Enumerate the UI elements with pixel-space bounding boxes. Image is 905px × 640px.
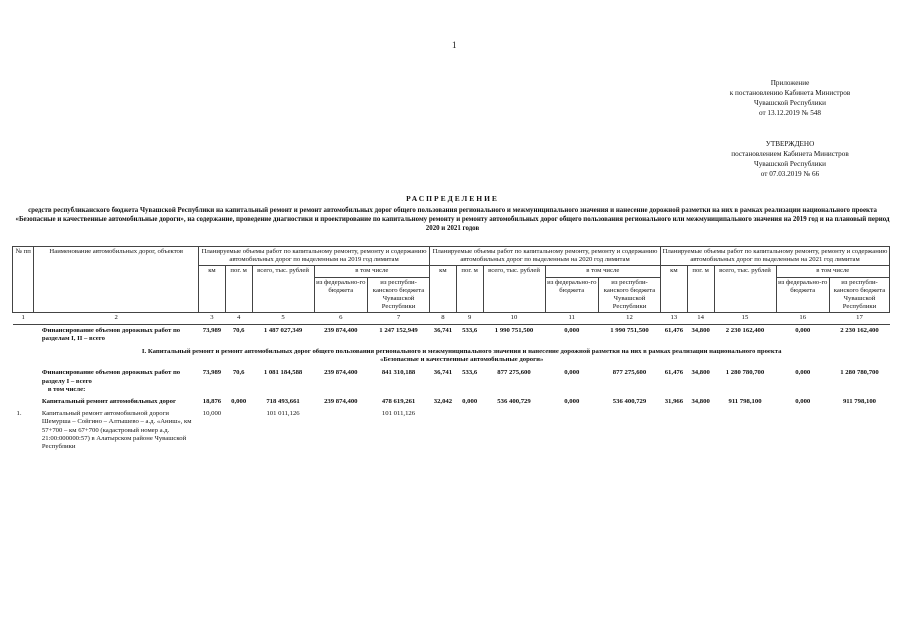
column-number-row [13, 313, 890, 324]
cell-value: 36,741 [433, 326, 453, 334]
cell-value: 533,6 [462, 326, 478, 334]
col-number: 9 [456, 313, 483, 324]
row-name: Капитальный ремонт автомобильной дороги Шемурша – Сойгино – Алтышево – а.д. «Аниш», км 57+700 – км 67+700 (кадастровый номер а.д. 21:00:000000:57) в Алатырском районе Чувашской Республики [41, 410, 192, 451]
cell-value: 877 275,600 [612, 369, 647, 377]
col-header-pog-m: пог. м [456, 266, 483, 313]
col-number: 1 [13, 313, 34, 324]
cell-value: 841 310,188 [381, 369, 416, 377]
section-row [13, 345, 890, 367]
appendix-line: от 13.12.2019 № 548 [758, 109, 821, 117]
cell-value: 70,6 [232, 369, 245, 377]
cell-value: 36,741 [433, 369, 453, 377]
cell-value: 1 280 780,700 [725, 369, 765, 377]
col-number: 16 [776, 313, 829, 324]
cell-value: 10,000 [202, 410, 222, 418]
cell-value: 877 275,600 [497, 369, 531, 377]
cell-value: 1 990 751,500 [610, 326, 649, 334]
approval-line: постановлением Кабинета Министров [731, 150, 849, 158]
approval-line: УТВЕРЖДЕНО [765, 140, 815, 148]
page-number: 1 [452, 40, 457, 50]
cell-value: 718 493,661 [266, 398, 300, 406]
cell-value: 18,876 [202, 398, 222, 406]
col-header-incl: в том числе [545, 266, 661, 277]
cell-value: 1 487 027,349 [263, 326, 303, 334]
col-header-km: км [199, 266, 226, 313]
table-row [13, 367, 890, 396]
col-header-2019: Планируемые объемы работ по капитальному ремонту, ремонту и содержанию автомобильных дорог по выделенным на 2019 год лимитам [199, 247, 430, 266]
appendix-line: Приложение [770, 79, 810, 87]
cell-value: 0,000 [462, 398, 478, 406]
distribution-table [12, 246, 890, 453]
cell-value: 239 874,400 [324, 326, 358, 334]
col-number: 8 [430, 313, 457, 324]
cell-value: 0,000 [564, 326, 580, 334]
col-header-republic: из республи-канского бюджета Чувашской Республики [829, 277, 889, 313]
cell-value: 0,000 [564, 398, 580, 406]
row-num: 1. [16, 410, 22, 418]
cell-value: 0,000 [564, 369, 580, 377]
col-header-2021: Планируемые объемы работ по капитальному ремонту, ремонту и содержанию автомобильных дорог по выделенным на 2021 год лимитам [661, 247, 890, 266]
col-number: 13 [661, 313, 688, 324]
cell-value: 101 011,126 [381, 410, 416, 418]
col-number: 15 [714, 313, 776, 324]
col-header-total: всего, тыс. рублей [252, 266, 314, 313]
appendix-line: к постановлению Кабинета Министров [729, 89, 851, 97]
table-row-total [13, 324, 890, 345]
row-name-text: Финансирование объемов дорожных работ по разделу I – всего [41, 369, 181, 385]
col-number: 2 [34, 313, 199, 324]
approval-line: от 07.03.2019 № 66 [760, 170, 820, 178]
cell-value: 2 230 162,400 [725, 326, 765, 334]
cell-value: 1 990 751,500 [494, 326, 534, 334]
col-number: 3 [199, 313, 226, 324]
col-number: 17 [829, 313, 889, 324]
cell-value: 61,476 [664, 369, 684, 377]
col-number: 11 [545, 313, 598, 324]
approval-line: Чувашской Республики [754, 160, 826, 168]
cell-value: 70,6 [232, 326, 245, 334]
cell-value: 536 400,729 [497, 398, 531, 406]
document-title: РАСПРЕДЕЛЕНИЕ [406, 194, 499, 203]
col-number: 6 [314, 313, 367, 324]
cell-value: 0,000 [231, 398, 247, 406]
cell-value: 61,476 [664, 326, 684, 334]
cell-value: 0,000 [795, 398, 811, 406]
col-header-federal: из федерально-го бюджета [545, 277, 598, 313]
cell-value: 239 874,400 [324, 369, 358, 377]
cell-value: 2 230 162,400 [840, 326, 879, 334]
table-row-item [13, 408, 890, 453]
row-name: Финансирование объемов дорожных работ по разделам I, II – всего [41, 326, 181, 342]
col-number: 10 [483, 313, 545, 324]
col-header-2020: Планируемые объемы работ по капитальному ремонту, ремонту и содержанию автомобильных дорог по выделенным на 2020 год лимитам [430, 247, 661, 266]
col-header-incl: в том числе [314, 266, 430, 277]
col-header-num: № пп [13, 247, 34, 313]
col-header-pog-m: пог. м [687, 266, 714, 313]
row-sub-text: в том числе: [47, 385, 86, 393]
appendix-block [690, 78, 890, 118]
col-header-pog-m: пог. м [225, 266, 252, 313]
cell-value: 73,989 [202, 369, 222, 377]
col-header-km: км [430, 266, 457, 313]
cell-value: 31,966 [664, 398, 684, 406]
cell-value: 1 247 152,949 [379, 326, 418, 334]
cell-value: 0,000 [795, 369, 811, 377]
col-header-name: Наименование автомобильных дорог, объектов [34, 247, 199, 313]
cell-value: 34,800 [691, 398, 710, 406]
approval-block [690, 139, 890, 179]
cell-value: 911 798,100 [842, 398, 877, 406]
cell-value: 911 798,100 [728, 398, 762, 406]
col-header-incl: в том числе [776, 266, 889, 277]
col-number: 5 [252, 313, 314, 324]
col-header-total: всего, тыс. рублей [714, 266, 776, 313]
col-number: 14 [687, 313, 714, 324]
cell-value: 533,6 [462, 369, 478, 377]
col-number: 12 [599, 313, 661, 324]
cell-value: 101 011,126 [266, 410, 300, 418]
cell-value: 478 619,261 [381, 398, 416, 406]
col-header-total: всего, тыс. рублей [483, 266, 545, 313]
col-header-federal: из федерально-го бюджета [314, 277, 367, 313]
col-header-km: км [661, 266, 688, 313]
document-subtitle: средств республиканского бюджета Чувашской Республики на капитальный ремонт и ремонт автомобильных дорог общего пользования регионального и межмуниципального значения и нанесение дорожной разметки на них в рамках реализации национального проекта «Безопасные и качественные автомобильные дороги», на содержание, проведение диагностики и проектирование по капитальному ремонту и ремонту автомобильных дорог общего пользования регионального или межмуниципального значения на 2019 год и на плановый период 2020 и 2021 годов [15, 207, 890, 233]
col-header-republic: из республи-канского бюджета Чувашской Республики [368, 277, 430, 313]
col-header-federal: из федерально-го бюджета [776, 277, 829, 313]
row-name [34, 367, 199, 396]
cell-value: 34,800 [691, 326, 710, 334]
row-name: Капитальный ремонт автомобильных дорог [41, 398, 176, 406]
cell-value: 34,800 [691, 369, 710, 377]
cell-value: 0,000 [795, 326, 811, 334]
appendix-line: Чувашской Республики [754, 99, 826, 107]
cell-value: 32,042 [433, 398, 453, 406]
col-number: 4 [225, 313, 252, 324]
cell-value: 1 280 780,700 [840, 369, 879, 377]
cell-value: 73,989 [202, 326, 222, 334]
section-title: I. Капитальный ремонт и ремонт автомобильных дорог общего пользования регионального и межмуниципального значения и нанесение дорожной разметки на них в рамках реализации национального проекта «Безопасные и качественные автомобильные дороги» [141, 348, 782, 364]
col-number: 7 [368, 313, 430, 324]
cell-value: 536 400,729 [612, 398, 647, 406]
col-header-republic: из республи-канского бюджета Чувашской Республики [599, 277, 661, 313]
table-row [13, 396, 890, 408]
cell-value: 239 874,400 [324, 398, 358, 406]
cell-value: 1 081 184,588 [263, 369, 303, 377]
